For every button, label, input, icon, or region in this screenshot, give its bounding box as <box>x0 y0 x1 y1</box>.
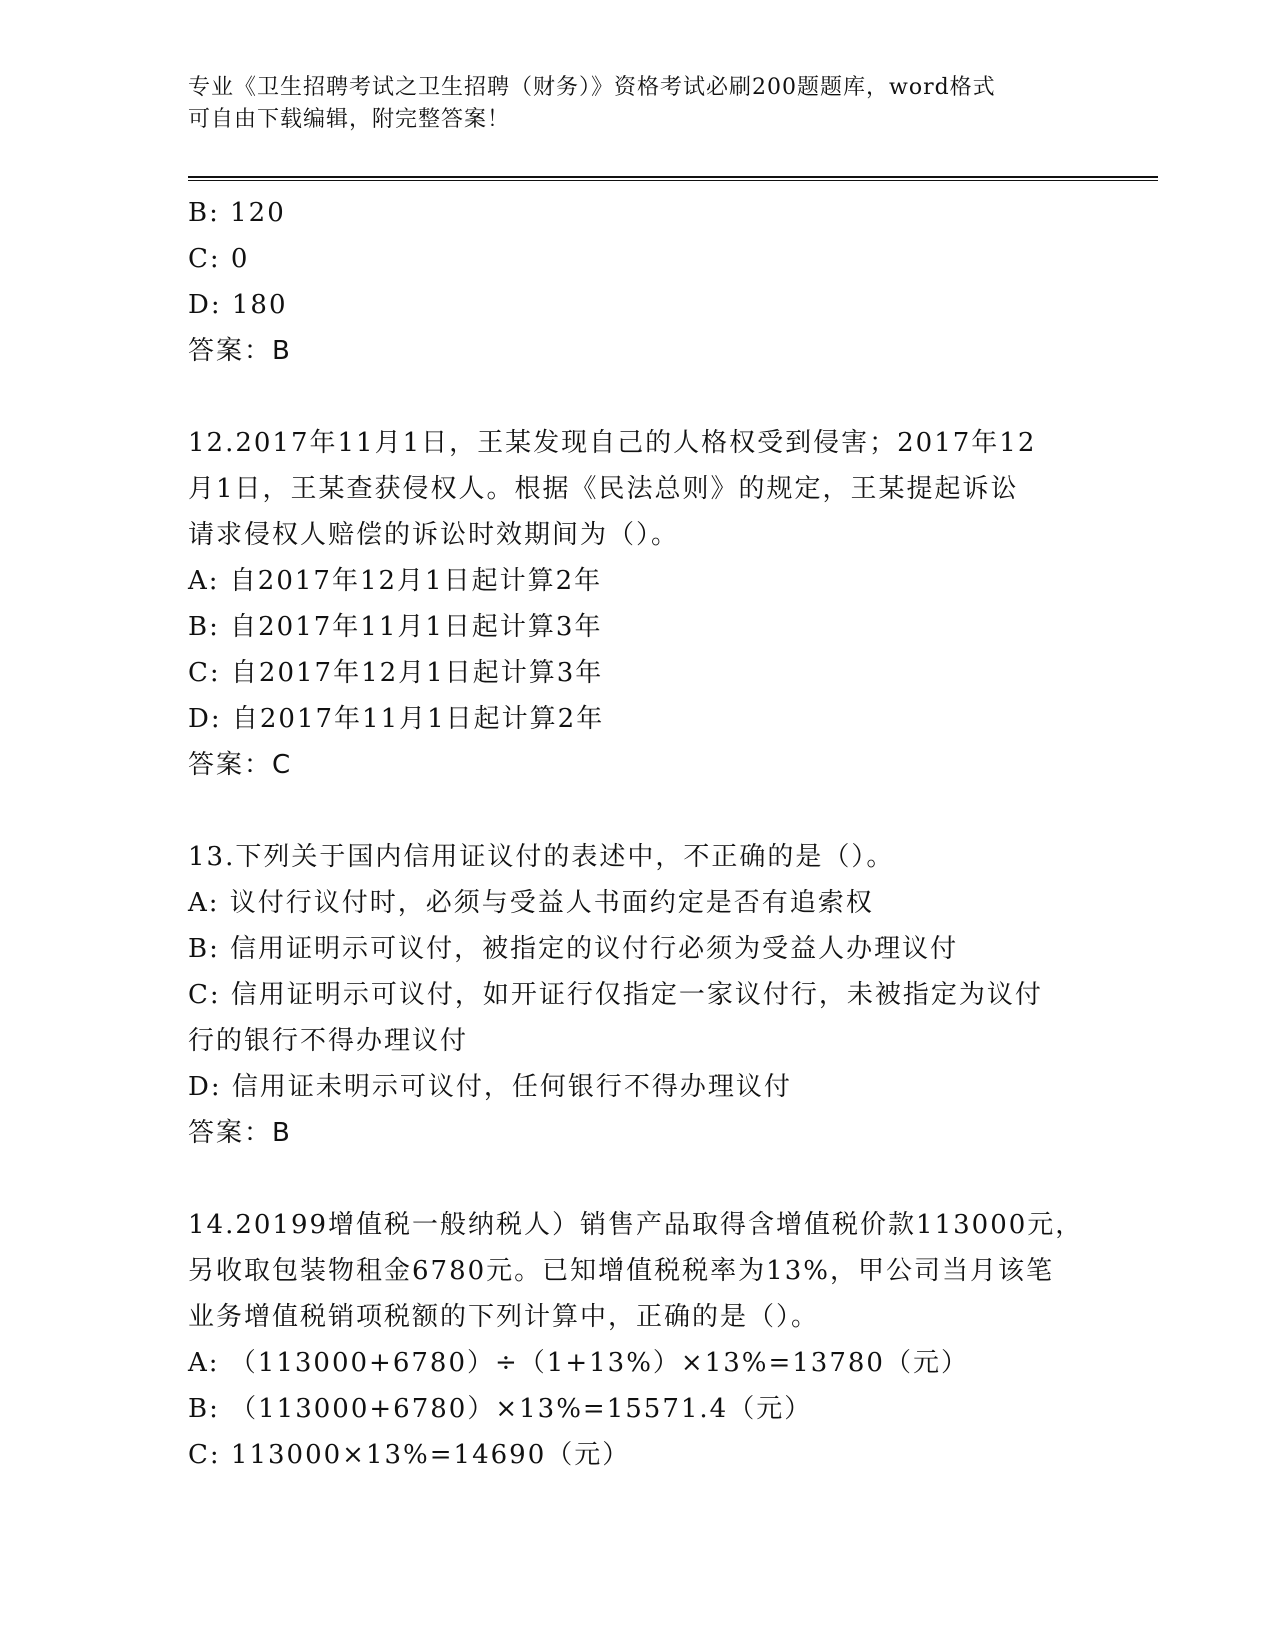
q14-option-a: A: （113000+6780）÷（1+13%）×13%=13780（元） <box>188 1348 969 1378</box>
q14-option-b: B: （113000+6780）×13%=15571.4（元） <box>188 1394 813 1424</box>
question-content <box>188 190 1088 1478</box>
q13-stem: 13.下列关于国内信用证议付的表述中，不正确的是（）。 <box>188 842 895 872</box>
q12-option-d: D: 自2017年11月1日起计算2年 <box>188 704 605 734</box>
header-divider <box>188 176 1158 181</box>
q13-option-c-line-1: C: 信用证明示可议付，如开证行仅指定一家议付行，未被指定为议付 <box>188 980 1043 1010</box>
q11-option-c: C: 0 <box>188 244 250 274</box>
q12-option-a: A: 自2017年12月1日起计算2年 <box>188 566 603 596</box>
q11-option-d: D: 180 <box>188 290 288 320</box>
spacer <box>188 1156 1088 1202</box>
q12-stem-line-2: 月1日，王某查获侵权人。根据《民法总则》的规定，王某提起诉讼 <box>188 474 1019 504</box>
q11-option-b: B: 120 <box>188 198 286 228</box>
q14-stem-line-1: 14.20199增值税一般纳税人）销售产品取得含增值税价款113000元， <box>188 1210 1084 1240</box>
header-line-2: 可自由下载编辑，附完整答案！ <box>188 107 511 132</box>
q12-answer: 答案：C <box>188 750 293 780</box>
q14-stem-line-3: 业务增值税销项税额的下列计算中，正确的是（）。 <box>188 1302 820 1332</box>
document-header <box>188 72 1068 136</box>
q13-option-c-line-2: 行的银行不得办理议付 <box>188 1026 469 1056</box>
q13-option-a: A: 议付行议付时，必须与受益人书面约定是否有追索权 <box>188 888 874 918</box>
spacer <box>188 788 1088 834</box>
q12-stem-line-1: 12.2017年11月1日，王某发现自己的人格权受到侵害；2017年12 <box>188 428 1037 458</box>
q14-option-c: C: 113000×13%=14690（元） <box>188 1440 631 1470</box>
q12-option-b: B: 自2017年11月1日起计算3年 <box>188 612 603 642</box>
q13-answer: 答案：B <box>188 1118 292 1148</box>
q13-option-d: D: 信用证未明示可议付，任何银行不得办理议付 <box>188 1072 792 1102</box>
spacer <box>188 374 1088 420</box>
q12-option-c: C: 自2017年12月1日起计算3年 <box>188 658 604 688</box>
q14-stem-line-2: 另收取包装物租金6780元。已知增值税税率为13%，甲公司当月该笔 <box>188 1256 1054 1286</box>
q13-option-b: B: 信用证明示可议付，被指定的议付行必须为受益人办理议付 <box>188 934 959 964</box>
q11-answer: 答案：B <box>188 336 292 366</box>
q12-stem-line-3: 请求侵权人赔偿的诉讼时效期间为（）。 <box>188 520 680 550</box>
header-line-1: 专业《卫生招聘考试之卫生招聘（财务）》资格考试必刷200题题库，word格式 <box>188 75 996 100</box>
